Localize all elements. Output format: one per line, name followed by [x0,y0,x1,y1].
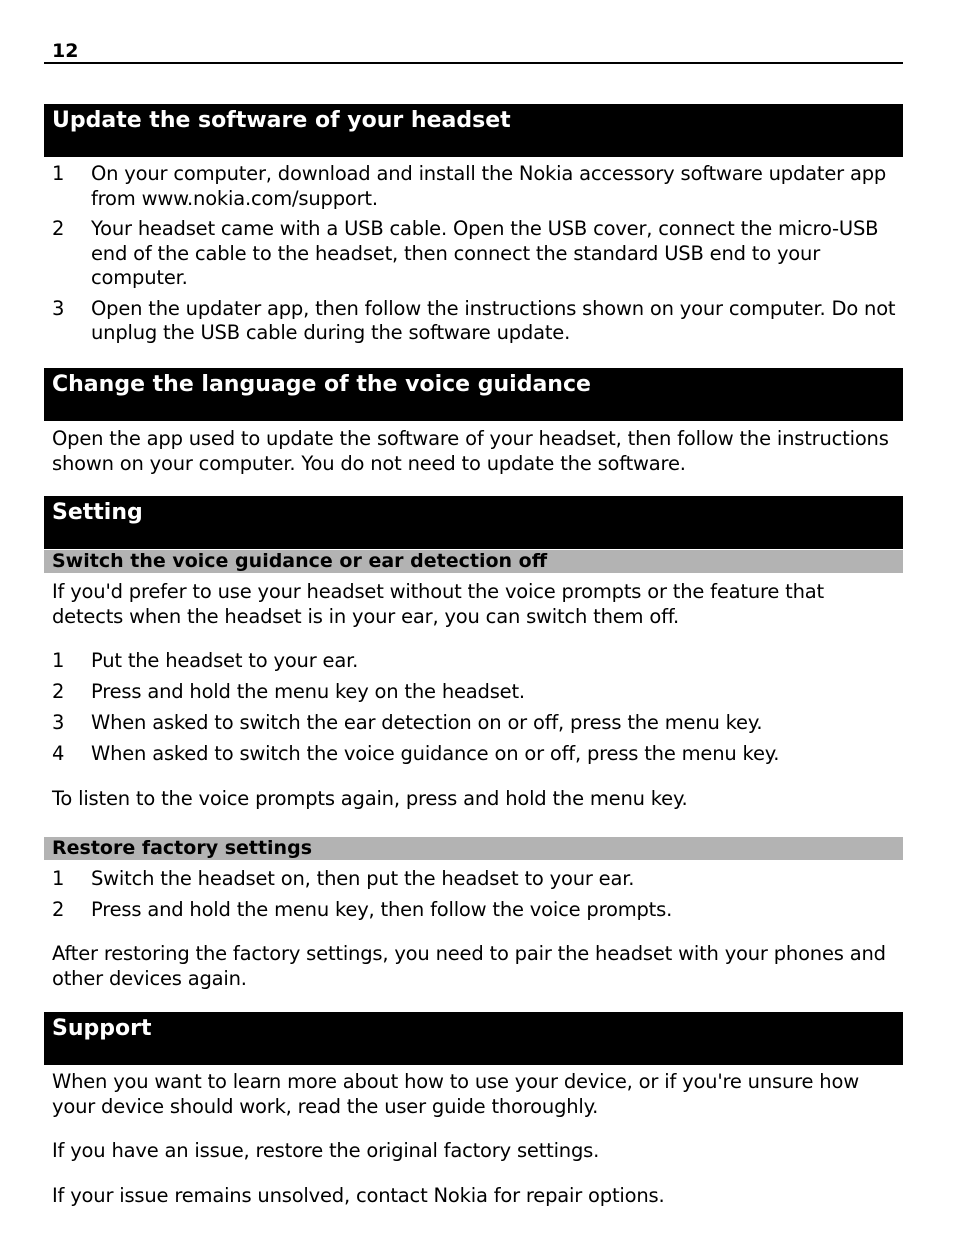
step-text: When asked to switch the ear detection on or off, press the menu key. [91,711,763,734]
step-text: Press and hold the menu key, then follow the voice prompts. [91,898,673,921]
step-number: 2 [52,680,65,703]
step-number: 4 [52,742,65,765]
switch-off-intro: If you'd prefer to use your headset without the voice prompts or the feature that detects when the headset is in your ear, you can switch them off. [52,580,824,628]
switch-off-outro: To listen to the voice prompts again, press and hold the menu key. [52,787,688,810]
step-number: 1 [52,162,65,185]
voice-language-paragraph: Open the app used to update the software of your headset, then follow the instructions shown on your computer. You do not need to update the software. [52,427,889,475]
list-item [52,297,898,346]
list-item [52,680,898,705]
switch-off-steps-list [52,649,898,773]
header-rule [44,62,903,64]
update-steps-list [52,162,898,352]
section-heading-support: Support [44,1012,903,1065]
support-paragraph-2: If you have an issue, restore the original factory settings. [52,1139,600,1162]
list-item [52,162,898,211]
page-number: 12 [52,40,79,62]
list-item [52,898,898,923]
step-text: Put the headset to your ear. [91,649,359,672]
restore-steps-list [52,867,898,929]
support-paragraph-3: If your issue remains unsolved, contact Nokia for repair options. [52,1184,665,1207]
restore-outro: After restoring the factory settings, you need to pair the headset with your phones and other devices again. [52,942,886,990]
step-text: Your headset came with a USB cable. Open the USB cover, connect the micro-USB end of the cable to the headset, then connect the standard USB end to your computer. [91,217,879,289]
step-number: 1 [52,867,65,890]
step-number: 2 [52,217,65,240]
step-text: Switch the headset on, then put the headset to your ear. [91,867,635,890]
list-item [52,649,898,674]
list-item [52,742,898,767]
step-number: 1 [52,649,65,672]
list-item [52,217,898,291]
step-text: When asked to switch the voice guidance on or off, press the menu key. [91,742,780,765]
step-text: On your computer, download and install the Nokia accessory software updater app from www.nokia.com/support. [91,162,887,210]
list-item [52,711,898,736]
step-text: Press and hold the menu key on the headset. [91,680,525,703]
list-item [52,867,898,892]
subheading-switch-guidance-off: Switch the voice guidance or ear detection off [44,550,903,573]
step-number: 3 [52,296,65,320]
step-number: 3 [52,711,65,734]
section-heading-setting: Setting [44,496,903,549]
step-text: Open the updater app, then follow the instructions shown on your computer. Do not unplug the USB cable during the software update. [91,296,896,344]
support-paragraph-1: When you want to learn more about how to use your device, or if you're unsure how your device should work, read the user guide thoroughly. [52,1070,859,1118]
subheading-restore-factory: Restore factory settings [44,837,903,860]
section-heading-voice-language: Change the language of the voice guidance [44,368,903,421]
step-number: 2 [52,898,65,921]
section-heading-update-software: Update the software of your headset [44,104,903,157]
